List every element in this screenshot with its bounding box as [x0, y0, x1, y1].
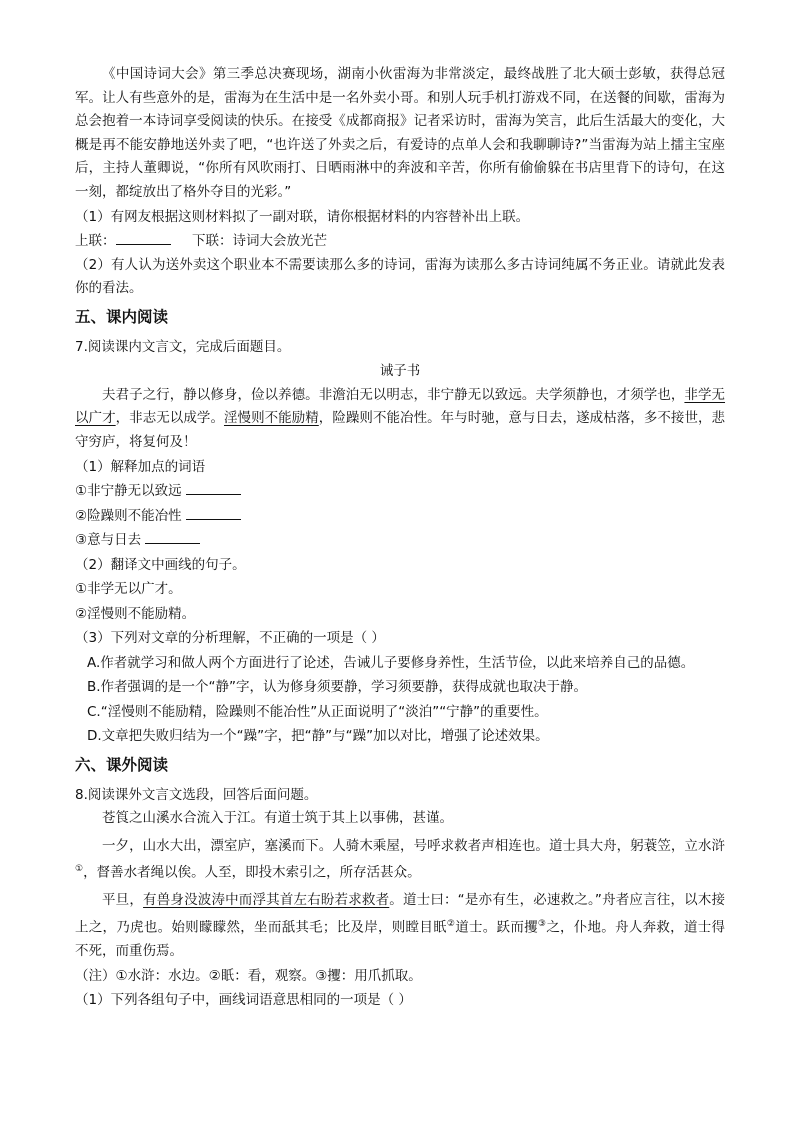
passage-text-a: 夫君子之行，静以修身，俭以养德。非澹泊无以明志，非宁静无以致远。夫学须静也，才须学也，: [102, 386, 685, 403]
answer-blank-2[interactable]: [186, 505, 241, 520]
translate-item-2: ②淫慢则不能励精。: [75, 605, 196, 622]
question-7: 7.阅读课内文言文，完成后面题目。: [75, 338, 291, 355]
underlined-sentence-3: 有兽身没波涛中而浮其首左右盼若求救者: [143, 892, 390, 909]
word-item-3-text: ③意与日去: [75, 532, 142, 549]
answer-blank-1[interactable]: [186, 480, 241, 495]
extra-passage-p2: [75, 835, 725, 886]
couplet-down-text: 下联：诗词大会放光芒: [191, 233, 327, 250]
material-paragraph: 《中国诗词大会》第三季总决赛现场，湖南小伙雷海为非常淡定，最终战胜了北大硕士彭敏，获得总冠军。让人有些意外的是，雷海为在生活中是一名外卖小哥。和别人玩手机打游戏不同，在送餐的间歇，雷海为总会抱着一本诗词享受阅读的快乐。在接受《成都商报》记者采访时，雷海为笑言，此后生活最大的变化，大概是再不能安静地送外卖了吧，“也许送了外卖之后，有爱诗的点单人会和我聊聊诗?”当雷海为站上擂主宝座后，主持人董卿说，“你所有风吹雨打、日晒雨淋中的奔波和辛苦，你所有偷偷躲在书店里背下的诗句，在这一刻，都绽放出了格外夺目的光彩。”: [75, 66, 725, 200]
word-item-2-text: ②险躁则不能冶性: [75, 507, 182, 524]
word-item-2: [75, 504, 725, 529]
option-c: C.“淫慢则不能励精，险躁则不能冶性”从正面说明了“淡泊”“宁静”的重要性。: [87, 703, 548, 720]
p3-text-b: 。道士曰：“是亦有生，必速救之。”舟者应言往，以木接上之，乃虎也。始则矇矇然，坐而舐其毛；比及岸，则瞠目眂: [75, 892, 726, 936]
word-item-1-text: ①非宁静无以致远: [75, 483, 182, 500]
couplet-up-blank[interactable]: [116, 230, 171, 245]
passage-text-b: ，非志无以成学。: [115, 410, 224, 427]
p2-text-b: ，督善水者绳以俟。人至，即投木索引之，所存活甚众。: [83, 864, 421, 881]
p3-text-a: 平旦，: [102, 892, 144, 909]
underlined-sentence-2: 淫慢则不能励精: [223, 410, 319, 427]
option-d: D.文章把失败归结为一个“躁”字，把“静”与“躁”加以对比，增强了论述效果。: [87, 728, 549, 745]
page-content: [75, 63, 725, 1013]
question-8-1: （1）下列各组句子中，画线词语意思相同的一项是（ ）: [75, 992, 412, 1009]
note-marker-3: ③: [537, 918, 547, 929]
question-4-1: （1）有网友根据这则材料拟了一副对联，请你根据材料的内容替补出上联。: [75, 208, 530, 225]
question-7-2: （2）翻译文中画线的句子。: [75, 556, 246, 573]
annotation-notes: （注）①水浒：水边。②眂：看，观察。③攫：用爪抓取。: [75, 967, 422, 984]
question-4-2: （2）有人认为送外卖这个职业本不需要读那么多的诗词，雷海为读那么多古诗词纯属不务正业。请就此发表你的看法。: [75, 256, 725, 297]
underlined-sentence-1: 非学无以广才: [75, 386, 726, 427]
question-7-3: （3）下列对文章的分析理解，不正确的一项是（ ）: [75, 630, 385, 647]
section-5-heading: 五、课内阅读: [75, 307, 169, 326]
extra-passage-p3: [75, 889, 725, 963]
couplet-up-label: 上联：: [75, 233, 116, 250]
extra-passage-p1: 苍筤之山溪水合流入于江。有道士筑于其上以事佛，甚谨。: [102, 810, 453, 827]
p3-text-d: 之，仆地。舟人奔救，道士得不死，而重伤焉。: [75, 919, 725, 959]
p3-text-c: 道士。跃而攫: [455, 919, 538, 936]
question-8: 8.阅读课外文言文选段，回答后面问题。: [75, 786, 318, 803]
answer-blank-3[interactable]: [145, 529, 200, 544]
passage-text-c: ，险躁则不能冶性。年与时驰，意与日去，遂成枯落，多不接世，悲守穷庐，将复何及！: [75, 410, 726, 450]
question-7-1: （1）解释加点的词语: [75, 458, 206, 475]
note-marker-1: ①: [75, 864, 84, 875]
couplet-row: [75, 229, 725, 254]
translate-item-1: ①非学无以广才。: [75, 581, 182, 598]
section-6-heading: 六、课外阅读: [75, 755, 169, 774]
option-a: A.作者就学习和做人两个方面进行了论述，告诫儿子要修身养性，生活节俭，以此来培养自己的品德。: [87, 654, 695, 671]
note-marker-2: ②: [446, 918, 456, 929]
option-b: B.作者强调的是一个“静”字，认为修身须要静，学习须要静，获得成就也取决于静。: [87, 679, 588, 696]
word-item-3: [75, 528, 725, 553]
passage-title: 诫子书: [379, 363, 421, 380]
word-item-1: [75, 479, 725, 504]
classical-passage: [75, 384, 725, 455]
p2-text-a: 一夕，山水大出，漂室庐，塞溪而下。人骑木乘屋，号呼求救者声相连也。道士具大舟，躬蓑笠，立水浒: [102, 837, 725, 854]
